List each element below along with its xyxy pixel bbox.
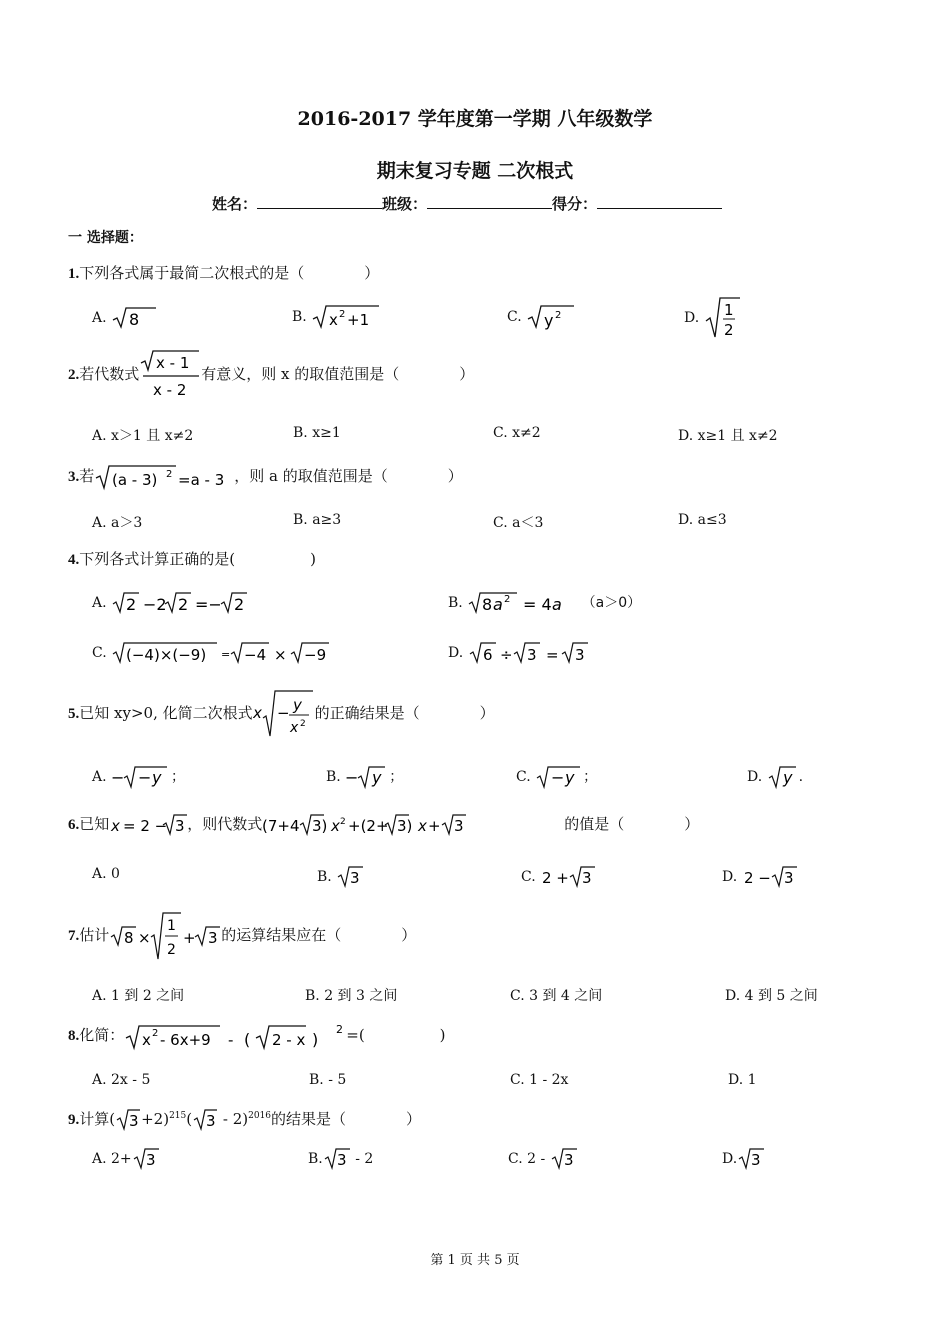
sqrt-neg-y-formula — [535, 764, 583, 790]
q5-option-c: C. − y ； — [516, 764, 597, 790]
q2-option-c: C. x≠2 — [493, 425, 541, 441]
q3-option-c: C. a＜3 — [493, 515, 544, 531]
q9-option-a: A. 2+ 3 — [92, 1146, 160, 1172]
svg-text:+1: +1 — [347, 311, 370, 329]
svg-text:−: − — [345, 768, 359, 787]
svg-text:×: × — [138, 929, 151, 947]
q8-option-d: D. 1 — [728, 1072, 757, 1088]
question-3: 3.若 (a - 3) 2 =a - 3 ，则 a 的取值范围是（ ） — [68, 463, 463, 491]
q7-option-d: D. 4 到 5 之间 — [725, 988, 818, 1004]
svg-text:): ) — [312, 1030, 319, 1049]
svg-text:(: ( — [244, 1030, 251, 1049]
q2-option-a: A. x＞1 且 x≠2 — [92, 428, 194, 444]
neg-sqrt-y-formula — [345, 764, 389, 790]
q7-expression — [109, 910, 221, 962]
svg-text:y: y — [372, 768, 382, 787]
q6-option-d: D. 2 − 3 — [722, 864, 800, 890]
svg-text:3): 3) — [397, 817, 413, 835]
sqrt-8-formula — [111, 305, 161, 331]
q4-b-condition: （a＞0） — [581, 595, 642, 611]
svg-text:a: a — [493, 595, 504, 614]
svg-text:y: y — [782, 768, 793, 787]
sqrt-y-formula — [767, 764, 799, 790]
svg-text:−: − — [276, 704, 290, 722]
svg-text:3: 3 — [526, 646, 537, 664]
q7-option-a: A. 1 到 2 之间 — [92, 988, 185, 1004]
svg-text:- 6x+9: - 6x+9 — [160, 1031, 211, 1049]
svg-text:3: 3 — [350, 869, 360, 887]
svg-text:2: 2 — [178, 595, 189, 614]
svg-text:2: 2 — [152, 1028, 159, 1039]
sqrt3-in-q9-b — [192, 1107, 218, 1133]
svg-text:2 −: 2 − — [743, 869, 771, 887]
sqrt3-formula — [550, 1146, 578, 1172]
svg-text:+(2+: +(2+ — [348, 817, 389, 835]
page-title: 2016-2017 学年度第一学期 八年级数学 — [297, 108, 653, 130]
q4-option-b: B. 8 a 2 = 4 a （a＞0） — [448, 590, 641, 616]
sqrt-y2-formula — [526, 303, 576, 331]
question-6: 6.已知 x = 2 − 3 ，则代数式 (7+4 3) x 2 +(2+ 3) x + 3 的值是（ ） — [68, 812, 699, 838]
fraction-sqrt-x-minus-1-over-x-minus-2 — [139, 349, 201, 401]
x-sqrt-neg-y-over-x2-formula — [253, 688, 315, 740]
svg-text:6: 6 — [482, 646, 493, 664]
page-footer: 第 1 页 共 5 页 — [430, 1253, 520, 1268]
svg-text:x: x — [142, 1031, 152, 1049]
q8-expression — [124, 1021, 346, 1051]
svg-text:=: = — [221, 648, 231, 661]
svg-text:2: 2 — [126, 595, 137, 614]
svg-text:= 4: = 4 — [523, 595, 552, 614]
svg-text:= 2 −: = 2 − — [123, 817, 168, 835]
q7-option-c: C. 3 到 4 之间 — [510, 988, 603, 1004]
svg-text:2: 2 — [504, 594, 511, 605]
name-label: 姓名： — [212, 195, 258, 213]
svg-text:3: 3 — [563, 1151, 574, 1169]
svg-text:3: 3 — [751, 1151, 761, 1169]
svg-text:2: 2 — [234, 595, 245, 614]
sqrt3-in-q9-a — [115, 1107, 141, 1133]
svg-text:x - 1: x - 1 — [156, 354, 190, 372]
q3-option-d: D. a≤3 — [678, 512, 727, 528]
svg-text:2: 2 — [166, 469, 173, 480]
q1-option-d: D. 1 2 — [684, 295, 744, 341]
class-label: 班级： — [382, 195, 428, 213]
svg-text:2: 2 — [340, 817, 347, 827]
q4-option-c: C. (−4)×(−9) = −4 × −9 — [92, 640, 346, 666]
q2-option-d: D. x≥1 且 x≠2 — [678, 428, 778, 444]
2-minus-sqrt3-formula — [742, 864, 800, 890]
svg-text:y: y — [152, 768, 162, 787]
svg-text:y: y — [565, 768, 575, 787]
svg-text:y: y — [292, 696, 302, 714]
svg-text:x: x — [289, 720, 298, 736]
q4-a-formula — [111, 590, 251, 616]
q3-option-b: B. a≥3 — [293, 512, 342, 528]
q8-option-b: B. - 5 — [309, 1072, 347, 1088]
q5-option-a: A. − − y ； — [92, 764, 185, 790]
svg-text:x: x — [111, 817, 121, 835]
q9-option-c: C. 2 - 3 — [508, 1146, 578, 1172]
q4-option-d: D. 6 ÷ 3 = 3 — [448, 640, 588, 666]
name-blank — [257, 194, 382, 209]
question-5: 5.已知 xy>0, 化简二次根式 x − y x 2 的正确结果是（ ） — [68, 688, 495, 740]
svg-text:=: = — [545, 646, 559, 664]
sqrt3-formula — [336, 864, 366, 890]
svg-text:3: 3 — [336, 1151, 347, 1169]
svg-text:3: 3 — [582, 869, 592, 887]
svg-text:a: a — [552, 595, 563, 614]
svg-text:-: - — [228, 1031, 234, 1049]
svg-text:8: 8 — [129, 310, 140, 329]
svg-text:2: 2 — [339, 309, 346, 320]
sqrt-half-formula — [704, 295, 744, 341]
q4-option-a: A. 2 −2 2 =− 2 — [92, 590, 251, 616]
svg-text:y: y — [544, 311, 554, 330]
svg-text:8: 8 — [124, 929, 134, 947]
svg-text:(7+4: (7+4 — [262, 817, 300, 835]
q9-option-d: D. 3 — [722, 1146, 765, 1172]
svg-text:−: − — [551, 768, 565, 787]
q7-option-b: B. 2 到 3 之间 — [305, 988, 398, 1004]
svg-text:3: 3 — [574, 646, 585, 664]
score-blank — [597, 194, 722, 209]
svg-text:2 +: 2 + — [542, 869, 570, 887]
class-blank — [427, 194, 552, 209]
svg-text:(a - 3): (a - 3) — [112, 471, 158, 489]
svg-text:−9: −9 — [304, 646, 327, 664]
sqrt3-formula — [132, 1146, 160, 1172]
sqrt-a-minus-3-squared-formula — [94, 463, 234, 491]
svg-text:3: 3 — [208, 929, 218, 947]
sqrt3-formula — [737, 1146, 765, 1172]
svg-text:−: − — [111, 768, 125, 787]
svg-text:x: x — [331, 817, 341, 835]
svg-text:2: 2 — [723, 321, 734, 339]
q6-option-c: C. 2 + 3 — [521, 864, 598, 890]
svg-text:÷: ÷ — [499, 646, 513, 664]
2-plus-sqrt3-formula — [540, 864, 598, 890]
svg-text:2 - x: 2 - x — [272, 1031, 306, 1049]
question-4: 4.下列各式计算正确的是( ) — [68, 550, 316, 568]
sqrt-x2-plus-1-formula — [311, 303, 381, 331]
q4-b-formula — [467, 590, 577, 616]
svg-text:2: 2 — [299, 719, 306, 729]
score-label: 得分： — [552, 195, 598, 213]
svg-text:1: 1 — [167, 918, 177, 934]
neg-sqrt-neg-y-formula — [111, 764, 171, 790]
svg-text:x: x — [252, 704, 262, 722]
svg-text:(−4)×(−9): (−4)×(−9) — [126, 646, 207, 664]
x-equals-2-minus-sqrt3 — [109, 812, 187, 838]
question-7: 7.估计 8 × 1 2 + 3 的运算结果应在（ ） — [68, 910, 416, 962]
q9-option-b: B. 3 - 2 — [308, 1146, 373, 1172]
q8-option-a: A. 2x - 5 — [92, 1072, 151, 1088]
svg-text:+: + — [428, 817, 441, 835]
q1-option-a: A. 8 — [92, 305, 161, 331]
svg-text:=a - 3: =a - 3 — [178, 471, 225, 489]
q6-option-b: B. 3 — [317, 864, 366, 890]
question-8: 8.化简： x 2 - 6x+9 - ( 2 - x ) 2 =( ) — [68, 1023, 446, 1049]
svg-text:3: 3 — [206, 1112, 216, 1130]
q1-option-c: C. y 2 — [507, 303, 576, 331]
svg-text:8: 8 — [482, 595, 493, 614]
q4-d-formula — [468, 640, 588, 666]
q5-option-d: D. y . — [747, 764, 803, 790]
q3-option-a: A. a＞3 — [92, 515, 143, 531]
svg-text:×: × — [274, 646, 287, 664]
question-2: 2.若代数式 x - 1 x - 2 有意义，则 x 的取值范围是（ ） — [68, 349, 474, 401]
svg-text:+: + — [183, 929, 196, 947]
svg-text:x: x — [329, 311, 339, 329]
svg-text:−: − — [138, 768, 152, 787]
svg-text:3: 3 — [783, 869, 794, 887]
q5-option-b: B. − y ； — [326, 764, 403, 790]
section-heading: 一 选择题： — [68, 230, 143, 246]
svg-text:3: 3 — [175, 817, 185, 835]
svg-text:3: 3 — [454, 817, 464, 835]
svg-text:x - 2: x - 2 — [153, 381, 187, 399]
svg-text:2: 2 — [555, 310, 562, 321]
svg-text:1: 1 — [723, 301, 734, 319]
svg-text:−4: −4 — [244, 646, 267, 664]
svg-text:3): 3) — [312, 817, 328, 835]
question-1: 1.下列各式属于最简二次根式的是（ ） — [68, 264, 380, 282]
q4-c-formula — [111, 640, 346, 666]
q6-expression — [262, 812, 564, 838]
svg-text:−2: −2 — [143, 595, 167, 614]
svg-text:x: x — [418, 817, 428, 835]
q1-option-b: B. x 2 +1 — [292, 303, 381, 331]
page-subtitle: 期末复习专题 二次根式 — [376, 160, 574, 182]
student-info-row — [212, 193, 722, 214]
q8-option-c: C. 1 - 2x — [510, 1072, 569, 1088]
svg-text:=−: =− — [195, 595, 222, 614]
svg-text:3: 3 — [145, 1151, 156, 1169]
svg-text:3: 3 — [129, 1112, 139, 1130]
q2-option-b: B. x≥1 — [293, 425, 341, 441]
svg-text:2: 2 — [336, 1023, 344, 1036]
svg-text:2: 2 — [167, 942, 177, 958]
q6-option-a: A. 0 — [92, 866, 120, 882]
question-9: 9.计算( 3 +2)$^{215}$( 3 - 2)$^{2016}$的结果是（ ） — [68, 1107, 421, 1133]
sqrt3-formula — [323, 1146, 351, 1172]
